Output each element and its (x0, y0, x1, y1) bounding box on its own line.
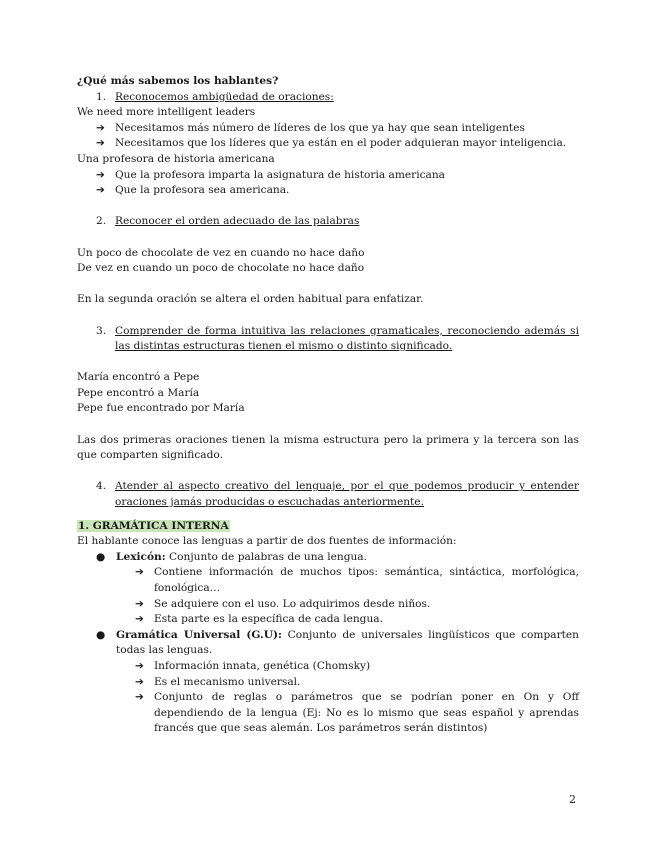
item-number: 1. (96, 90, 107, 103)
example-sentence: Un poco de chocolate de vez en cuando no hace daño (77, 246, 365, 259)
bullet-icon: ● (96, 628, 106, 641)
arrow-icon: ➔ (96, 184, 105, 197)
arrow-icon: ➔ (135, 659, 144, 672)
section-intro: El hablante conoce las lenguas a partir de dos fuentes de información: (77, 535, 457, 548)
numbered-item-4 (77, 479, 579, 510)
note-text: Las dos primeras oraciones tienen la misma estructura pero la primera y la tercera son las que comparten significado. (77, 433, 579, 462)
example-sentence: De vez en cuando un poco de chocolate no hace daño (77, 262, 365, 275)
sub-point: ➔ Es el mecanismo universal. (77, 675, 579, 691)
arrow-icon: ➔ (135, 675, 144, 688)
sub-point: ➔ Conjunto de reglas o parámetros que se podrían poner en On y Off dependiendo de la lengua (Ej: No es lo mismo que seas español y aprendas francés que que seas alemán. Los parámetros serán distintos) (77, 690, 579, 737)
bullet-lexicon (77, 550, 579, 566)
item-label: Atender al aspecto creativo del lenguaje, por el que podemos producir y entender oraciones jamás producidas o escuchadas anteriormente. (115, 480, 579, 509)
reading-item: ➔ Necesitamos más número de líderes de los que ya hay que sean inteligentes (77, 121, 579, 137)
item-number: 3. (96, 324, 107, 337)
definition: Conjunto de universales lingüísticos que comparten todas las lenguas. (116, 628, 579, 657)
arrow-icon: ➔ (96, 121, 105, 134)
item-label: Reconocer el orden adecuado de las palabras (115, 215, 360, 228)
bullet-universal-grammar (77, 628, 579, 659)
definition: Conjunto de palabras de una lengua. (165, 550, 367, 563)
item-number: 2. (96, 215, 107, 228)
numbered-item-1 (77, 90, 579, 106)
note-text: En la segunda oración se altera el orden habitual para enfatizar. (77, 293, 424, 306)
example-sentence: Pepe encontró a María (77, 386, 200, 399)
arrow-icon: ➔ (96, 168, 105, 181)
document-body (77, 74, 579, 737)
item-label: Comprender de forma intuitiva las relaciones gramaticales, reconociendo además si las distintas estructuras tienen el mismo o distinto significado. (115, 324, 579, 353)
sub-point: ➔ Contiene información de muchos tipos: semántica, sintáctica, morfológica, fonológica… (77, 565, 579, 596)
example-sentence: Pepe fue encontrado por María (77, 402, 245, 415)
arrow-icon: ➔ (135, 691, 144, 704)
example-sentence: Una profesora de historia americana (77, 152, 275, 165)
example-sentence: María encontró a Pepe (77, 371, 200, 384)
reading-item: ➔ Necesitamos que los líderes que ya están en el poder adquieran mayor inteligencia. (77, 136, 579, 152)
bullet-icon: ● (96, 550, 106, 563)
reading-item: ➔ Que la profesora sea americana. (77, 183, 579, 199)
arrow-icon: ➔ (135, 566, 144, 579)
page-number: 2 (569, 793, 576, 806)
example-sentence: We need more intelligent leaders (77, 106, 256, 119)
reading-item: ➔ Que la profesora imparta la asignatura de historia americana (77, 168, 579, 184)
item-label: Reconocemos ambigüedad de oraciones: (115, 90, 334, 103)
section-heading: 1. GRAMÁTICA INTERNA (78, 519, 229, 532)
numbered-item-2 (77, 214, 579, 230)
page-title: ¿Qué más sabemos los hablantes? (77, 75, 279, 87)
sub-point: ➔ Esta parte es la específica de cada lengua. (77, 612, 579, 628)
item-number: 4. (96, 480, 107, 493)
sub-point: ➔ Se adquiere con el uso. Lo adquirimos desde niños. (77, 597, 579, 613)
numbered-item-3 (77, 324, 579, 355)
term: Gramática Universal (G.U): (116, 628, 282, 641)
sub-point: ➔ Información innata, genética (Chomsky) (77, 659, 579, 675)
arrow-icon: ➔ (96, 137, 105, 150)
arrow-icon: ➔ (135, 597, 144, 610)
arrow-icon: ➔ (135, 613, 144, 626)
term: Lexicón: (116, 550, 166, 563)
